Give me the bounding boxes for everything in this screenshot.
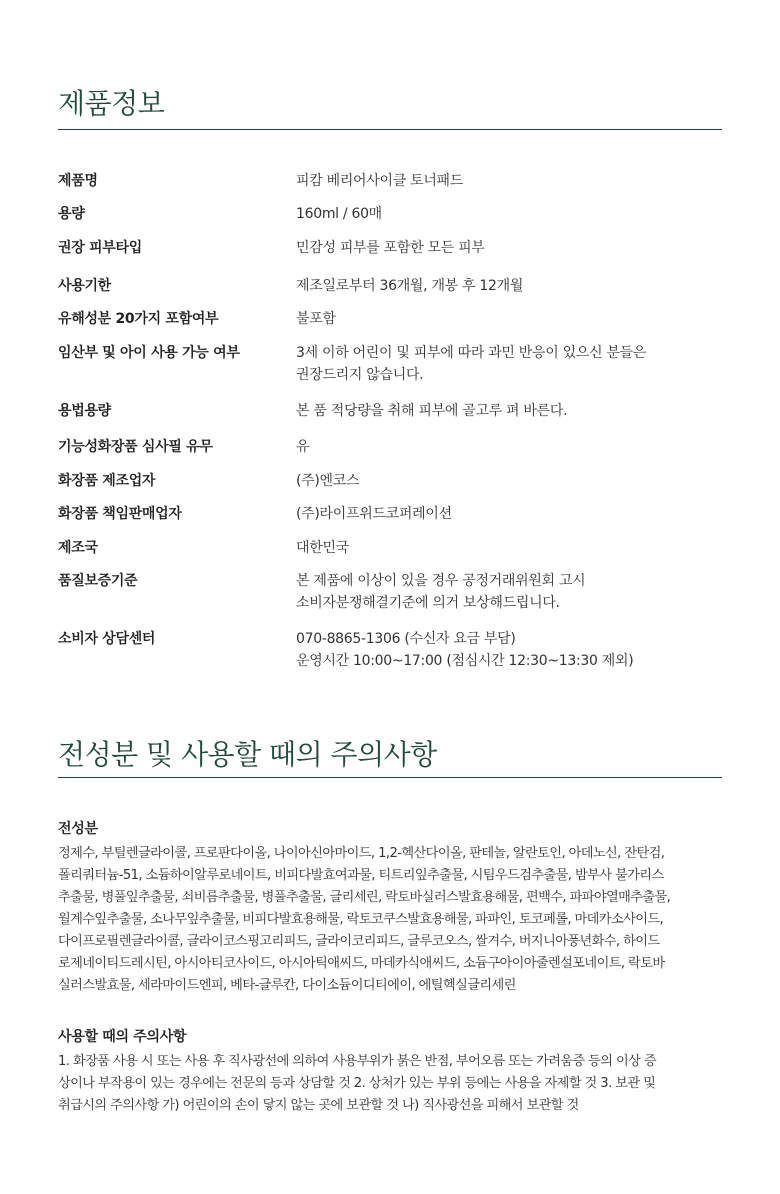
info-value <box>296 342 722 386</box>
caution-text <box>58 1051 722 1117</box>
ingredients-line: 로제네이티드레시틴, 아시아티코사이드, 아시아틱애씨드, 마데카식애씨드, 소듐구아이아줄렌설포네이트, 락토바 <box>58 956 665 971</box>
info-label: 임산부 및 아이 사용 가능 여부 <box>58 345 240 361</box>
info-value-line: 대한민국 <box>296 540 349 556</box>
info-label: 권장 피부타입 <box>58 240 142 256</box>
info-label: 용량 <box>58 206 85 222</box>
info-value-line: 3세 이하 어린이 및 피부에 따라 과민 반응이 있으신 분들은 <box>296 345 647 361</box>
info-value-line: (주)엔코스 <box>296 473 360 489</box>
info-label: 화장품 제조업자 <box>58 473 156 489</box>
info-value <box>296 628 722 672</box>
info-value <box>296 237 722 259</box>
info-value-line: (주)라이프위드코퍼레이션 <box>296 506 452 522</box>
ingredients-line: 정제수, 부틸렌글라이콜, 프로판다이올, 나이아신아마이드, 1,2-헥산다이올, 판테놀, 알란토인, 아데노신, 잔탄검, <box>58 846 665 861</box>
ingredients-line: 추출물, 병풀잎추출물, 쇠비름추출물, 병풀추출물, 글리세린, 락토바실러스발효용해물, 편백수, 파파야열매추출물, <box>58 890 671 905</box>
info-label: 기능성화장품 심사필 유무 <box>58 439 213 455</box>
info-value <box>296 570 722 614</box>
info-value-line: 소비자분쟁해결기준에 의거 보상해드립니다. <box>296 595 560 611</box>
info-value <box>296 470 722 492</box>
info-label: 유해성분 20가지 포함여부 <box>58 311 219 327</box>
ingredients-line: 다이프로필렌글라이콜, 글라이코스핑고리피드, 글라이코리피드, 글루코오스, 쌀겨수, 버지니아풍년화수, 하이드 <box>58 934 660 949</box>
info-value-line: 본 제품에 이상이 있을 경우 공정거래위원회 고시 <box>296 573 586 589</box>
ingredients-list <box>58 843 722 997</box>
caution-line: 상이나 부작용이 있는 경우에는 전문의 등과 상담할 것 2. 상처가 있는 부위 등에는 사용을 자제할 것 3. 보관 및 <box>58 1076 656 1091</box>
info-value-line: 민감성 피부를 포함한 모든 피부 <box>296 240 485 256</box>
product-info-divider <box>58 129 722 130</box>
info-value <box>296 203 722 225</box>
ingredients-line: 월계수잎추출물, 소나무잎추출물, 비피다발효용해물, 락토코쿠스발효용해물, 파파인, 토코페롤, 마데카소사이드, <box>58 912 664 927</box>
info-value-line: 피캄 베리어사이클 토너패드 <box>296 173 463 189</box>
ingredients-section-divider <box>58 777 722 778</box>
info-label: 화장품 책임판매업자 <box>58 506 182 522</box>
product-info-title: 제품정보 <box>58 87 165 120</box>
info-value-line: 불포함 <box>296 311 336 327</box>
info-label: 품질보증기준 <box>58 573 138 589</box>
info-value-line: 제조일로부터 36개월, 개봉 후 12개월 <box>296 278 524 294</box>
info-value <box>296 308 722 330</box>
ingredients-line: 실러스발효물, 세라마이드엔피, 베타-글루칸, 다이소듐이디티에이, 에틸헥실글리세린 <box>58 978 516 993</box>
info-label: 제조국 <box>58 540 98 556</box>
info-label: 용법용량 <box>58 403 111 419</box>
info-value-line: 070-8865-1306 (수신자 요금 부담) <box>296 631 516 647</box>
info-value <box>296 275 722 297</box>
info-value-line: 운영시간 10:00~17:00 (점심시간 12:30~13:30 제외) <box>296 653 634 669</box>
caution-heading: 사용할 때의 주의사항 <box>58 1029 187 1045</box>
info-value-line: 유 <box>296 439 310 455</box>
ingredients-line: 폴리쿼터늄-51, 소듐하이알루로네이트, 비피다발효여과물, 티트리잎추출물, 시팀우드검추출물, 밤부사 불가리스 <box>58 868 664 883</box>
info-value <box>296 400 722 422</box>
ingredients-heading: 전성분 <box>58 821 98 837</box>
info-label: 제품명 <box>58 173 98 189</box>
info-value <box>296 170 722 192</box>
info-value-line: 본 품 적당량을 취해 피부에 골고루 펴 바른다. <box>296 403 568 419</box>
info-label: 소비자 상담센터 <box>58 631 156 647</box>
info-value-line: 권장드리지 않습니다. <box>296 367 424 383</box>
info-value <box>296 537 722 559</box>
info-label: 사용기한 <box>58 278 111 294</box>
info-value-line: 160ml / 60매 <box>296 206 382 222</box>
info-value <box>296 503 722 525</box>
caution-line: 1. 화장품 사용 시 또는 사용 후 직사광선에 의하여 사용부위가 붉은 반점, 부어오름 또는 가려움증 등의 이상 증 <box>58 1054 657 1069</box>
info-value <box>296 436 722 458</box>
ingredients-section-title: 전성분 및 사용할 때의 주의사항 <box>58 738 437 771</box>
caution-line: 취급시의 주의사항 가) 어린이의 손이 닿지 않는 곳에 보관할 것 나) 직사광선을 피해서 보관할 것 <box>58 1098 579 1113</box>
